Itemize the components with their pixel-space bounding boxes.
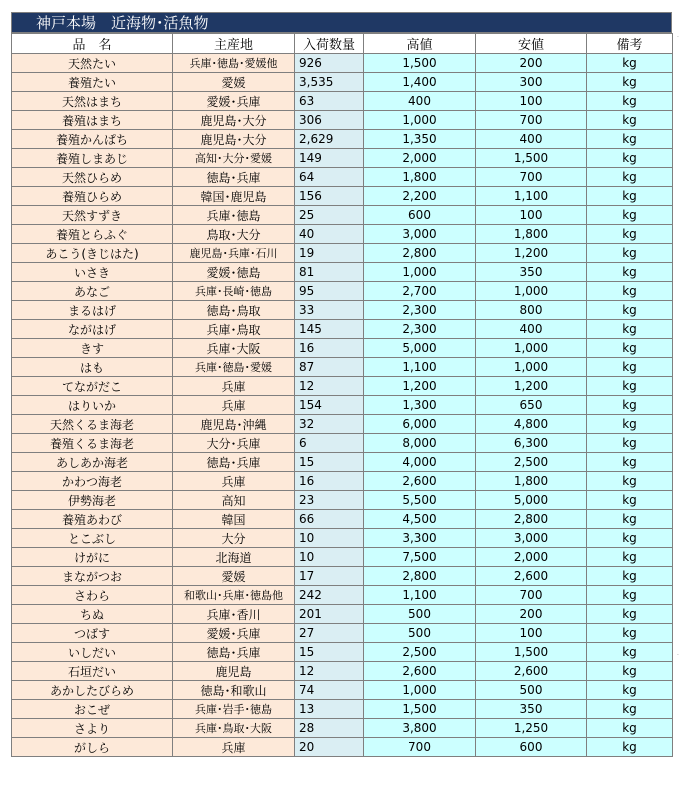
cell-note: kg bbox=[587, 187, 673, 206]
table-row bbox=[12, 738, 673, 757]
table-row bbox=[12, 206, 673, 225]
cell-note: kg bbox=[587, 700, 673, 719]
col-header-low-price: 安値 bbox=[476, 34, 587, 54]
cell-quantity: 64 bbox=[295, 168, 364, 187]
cell-origin: 愛媛･兵庫 bbox=[173, 92, 295, 111]
table-row bbox=[12, 320, 673, 339]
cell-name: あかしたびらめ bbox=[12, 681, 173, 700]
table-row bbox=[12, 453, 673, 472]
cell-high-price: 2,800 bbox=[364, 567, 476, 586]
cell-name: あこう(きじはた) bbox=[12, 244, 173, 263]
cell-note: kg bbox=[587, 244, 673, 263]
cell-quantity: 27 bbox=[295, 624, 364, 643]
table-row bbox=[12, 662, 673, 681]
cell-note: kg bbox=[587, 434, 673, 453]
table-row bbox=[12, 567, 673, 586]
cell-origin: 愛媛 bbox=[173, 567, 295, 586]
cell-quantity: 81 bbox=[295, 263, 364, 282]
cell-origin: 兵庫 bbox=[173, 738, 295, 757]
cell-note: kg bbox=[587, 548, 673, 567]
cell-low-price: 2,500 bbox=[476, 453, 587, 472]
cell-low-price: 2,600 bbox=[476, 567, 587, 586]
cell-low-price: 5,000 bbox=[476, 491, 587, 510]
cell-origin: 兵庫･鳥取･大阪 bbox=[173, 719, 295, 738]
cell-origin: 鹿児島･沖縄 bbox=[173, 415, 295, 434]
cell-high-price: 1,000 bbox=[364, 111, 476, 130]
cell-high-price: 500 bbox=[364, 624, 476, 643]
cell-quantity: 154 bbox=[295, 396, 364, 415]
cell-low-price: 100 bbox=[476, 624, 587, 643]
cell-low-price: 2,600 bbox=[476, 662, 587, 681]
col-header-name: 品 名 bbox=[12, 34, 173, 54]
table-row bbox=[12, 92, 673, 111]
cell-name: 天然くるま海老 bbox=[12, 415, 173, 434]
table-row bbox=[12, 700, 673, 719]
cell-quantity: 25 bbox=[295, 206, 364, 225]
cell-origin: 徳島･兵庫 bbox=[173, 453, 295, 472]
cell-origin: 北海道 bbox=[173, 548, 295, 567]
cell-note: kg bbox=[587, 491, 673, 510]
table-row bbox=[12, 491, 673, 510]
cell-low-price: 500 bbox=[476, 681, 587, 700]
cell-high-price: 8,000 bbox=[364, 434, 476, 453]
table-row bbox=[12, 510, 673, 529]
cell-high-price: 2,600 bbox=[364, 472, 476, 491]
cell-quantity: 28 bbox=[295, 719, 364, 738]
cell-name: さわら bbox=[12, 586, 173, 605]
cell-quantity: 6 bbox=[295, 434, 364, 453]
sheet-title: 神戸本場 近海物･活魚物 bbox=[11, 12, 672, 33]
cell-name: いさき bbox=[12, 263, 173, 282]
table-row bbox=[12, 54, 673, 73]
cell-name: いしだい bbox=[12, 643, 173, 662]
cell-name: まながつお bbox=[12, 567, 173, 586]
cell-origin: 兵庫･岩手･徳島 bbox=[173, 700, 295, 719]
cell-note: kg bbox=[587, 529, 673, 548]
cell-name: おこぜ bbox=[12, 700, 173, 719]
table-row bbox=[12, 624, 673, 643]
cell-origin: 鹿児島･大分 bbox=[173, 130, 295, 149]
cell-note: kg bbox=[587, 73, 673, 92]
cell-name: さより bbox=[12, 719, 173, 738]
table-row bbox=[12, 263, 673, 282]
cell-quantity: 16 bbox=[295, 339, 364, 358]
cell-quantity: 13 bbox=[295, 700, 364, 719]
cell-origin: 大分･兵庫 bbox=[173, 434, 295, 453]
cell-low-price: 1,500 bbox=[476, 643, 587, 662]
cell-name: はも bbox=[12, 358, 173, 377]
cell-quantity: 10 bbox=[295, 529, 364, 548]
edge-mark: · bbox=[677, 34, 679, 41]
cell-note: kg bbox=[587, 301, 673, 320]
cell-high-price: 1,200 bbox=[364, 377, 476, 396]
cell-high-price: 1,400 bbox=[364, 73, 476, 92]
cell-high-price: 2,500 bbox=[364, 643, 476, 662]
cell-quantity: 3,535 bbox=[295, 73, 364, 92]
cell-note: kg bbox=[587, 358, 673, 377]
cell-origin: 鹿児島･兵庫･石川 bbox=[173, 244, 295, 263]
cell-origin: 鹿児島･大分 bbox=[173, 111, 295, 130]
cell-note: kg bbox=[587, 263, 673, 282]
cell-quantity: 17 bbox=[295, 567, 364, 586]
cell-origin: 兵庫･大阪 bbox=[173, 339, 295, 358]
cell-low-price: 200 bbox=[476, 54, 587, 73]
cell-note: kg bbox=[587, 681, 673, 700]
cell-high-price: 1,000 bbox=[364, 263, 476, 282]
cell-name: 天然はまち bbox=[12, 92, 173, 111]
table-row bbox=[12, 301, 673, 320]
cell-origin: 兵庫･徳島 bbox=[173, 206, 295, 225]
cell-low-price: 700 bbox=[476, 168, 587, 187]
cell-note: kg bbox=[587, 54, 673, 73]
cell-origin: 兵庫･徳島･愛媛 bbox=[173, 358, 295, 377]
cell-note: kg bbox=[587, 624, 673, 643]
cell-name: はりいか bbox=[12, 396, 173, 415]
cell-quantity: 16 bbox=[295, 472, 364, 491]
cell-high-price: 1,100 bbox=[364, 358, 476, 377]
cell-high-price: 2,000 bbox=[364, 149, 476, 168]
cell-high-price: 3,800 bbox=[364, 719, 476, 738]
cell-note: kg bbox=[587, 377, 673, 396]
cell-name: 養殖ひらめ bbox=[12, 187, 173, 206]
cell-quantity: 926 bbox=[295, 54, 364, 73]
cell-low-price: 650 bbox=[476, 396, 587, 415]
cell-quantity: 40 bbox=[295, 225, 364, 244]
cell-quantity: 23 bbox=[295, 491, 364, 510]
table-row bbox=[12, 396, 673, 415]
cell-quantity: 74 bbox=[295, 681, 364, 700]
col-header-origin: 主産地 bbox=[173, 34, 295, 54]
cell-name: てながだこ bbox=[12, 377, 173, 396]
cell-low-price: 700 bbox=[476, 586, 587, 605]
cell-name: 養殖とらふぐ bbox=[12, 225, 173, 244]
price-sheet bbox=[11, 12, 672, 757]
cell-name: 養殖たい bbox=[12, 73, 173, 92]
cell-note: kg bbox=[587, 320, 673, 339]
cell-quantity: 242 bbox=[295, 586, 364, 605]
cell-name: 天然すずき bbox=[12, 206, 173, 225]
cell-quantity: 201 bbox=[295, 605, 364, 624]
table-body bbox=[12, 54, 673, 757]
cell-low-price: 1,100 bbox=[476, 187, 587, 206]
cell-high-price: 500 bbox=[364, 605, 476, 624]
table-row bbox=[12, 358, 673, 377]
cell-quantity: 306 bbox=[295, 111, 364, 130]
cell-low-price: 350 bbox=[476, 263, 587, 282]
table-row bbox=[12, 719, 673, 738]
cell-note: kg bbox=[587, 111, 673, 130]
cell-name: 養殖あわび bbox=[12, 510, 173, 529]
cell-name: つばす bbox=[12, 624, 173, 643]
cell-name: 伊勢海老 bbox=[12, 491, 173, 510]
cell-note: kg bbox=[587, 453, 673, 472]
cell-high-price: 1,100 bbox=[364, 586, 476, 605]
cell-note: kg bbox=[587, 130, 673, 149]
cell-quantity: 156 bbox=[295, 187, 364, 206]
cell-quantity: 15 bbox=[295, 643, 364, 662]
cell-name: きす bbox=[12, 339, 173, 358]
cell-quantity: 15 bbox=[295, 453, 364, 472]
table-row bbox=[12, 244, 673, 263]
cell-origin: 愛媛･徳島 bbox=[173, 263, 295, 282]
cell-quantity: 2,629 bbox=[295, 130, 364, 149]
cell-quantity: 87 bbox=[295, 358, 364, 377]
table-row bbox=[12, 605, 673, 624]
table-row bbox=[12, 225, 673, 244]
cell-low-price: 6,300 bbox=[476, 434, 587, 453]
cell-origin: 韓国 bbox=[173, 510, 295, 529]
cell-low-price: 400 bbox=[476, 320, 587, 339]
table-row bbox=[12, 643, 673, 662]
cell-origin: 徳島･兵庫 bbox=[173, 168, 295, 187]
cell-low-price: 100 bbox=[476, 206, 587, 225]
cell-name: 養殖くるま海老 bbox=[12, 434, 173, 453]
cell-origin: 兵庫 bbox=[173, 396, 295, 415]
table-row bbox=[12, 472, 673, 491]
cell-high-price: 2,200 bbox=[364, 187, 476, 206]
cell-origin: 和歌山･兵庫･徳島他 bbox=[173, 586, 295, 605]
cell-high-price: 2,800 bbox=[364, 244, 476, 263]
cell-high-price: 3,300 bbox=[364, 529, 476, 548]
table-row bbox=[12, 529, 673, 548]
table-row bbox=[12, 73, 673, 92]
cell-note: kg bbox=[587, 586, 673, 605]
cell-origin: 兵庫 bbox=[173, 377, 295, 396]
cell-high-price: 2,600 bbox=[364, 662, 476, 681]
cell-quantity: 32 bbox=[295, 415, 364, 434]
cell-quantity: 10 bbox=[295, 548, 364, 567]
cell-origin: 愛媛 bbox=[173, 73, 295, 92]
cell-origin: 韓国･鹿児島 bbox=[173, 187, 295, 206]
cell-low-price: 1,800 bbox=[476, 472, 587, 491]
cell-origin: 鳥取･大分 bbox=[173, 225, 295, 244]
cell-note: kg bbox=[587, 92, 673, 111]
cell-high-price: 2,700 bbox=[364, 282, 476, 301]
cell-note: kg bbox=[587, 719, 673, 738]
cell-quantity: 20 bbox=[295, 738, 364, 757]
cell-note: kg bbox=[587, 168, 673, 187]
cell-low-price: 300 bbox=[476, 73, 587, 92]
cell-origin: 兵庫 bbox=[173, 472, 295, 491]
cell-name: がしら bbox=[12, 738, 173, 757]
cell-low-price: 3,000 bbox=[476, 529, 587, 548]
cell-high-price: 4,500 bbox=[364, 510, 476, 529]
cell-low-price: 200 bbox=[476, 605, 587, 624]
cell-high-price: 600 bbox=[364, 206, 476, 225]
table-row bbox=[12, 586, 673, 605]
cell-high-price: 7,500 bbox=[364, 548, 476, 567]
table-row bbox=[12, 149, 673, 168]
cell-low-price: 800 bbox=[476, 301, 587, 320]
cell-low-price: 1,000 bbox=[476, 282, 587, 301]
cell-high-price: 6,000 bbox=[364, 415, 476, 434]
cell-high-price: 1,500 bbox=[364, 700, 476, 719]
cell-note: kg bbox=[587, 415, 673, 434]
cell-note: kg bbox=[587, 339, 673, 358]
cell-high-price: 5,500 bbox=[364, 491, 476, 510]
table-row bbox=[12, 111, 673, 130]
cell-name: あなご bbox=[12, 282, 173, 301]
header-row bbox=[12, 34, 673, 54]
cell-note: kg bbox=[587, 206, 673, 225]
cell-low-price: 1,000 bbox=[476, 339, 587, 358]
cell-low-price: 1,200 bbox=[476, 244, 587, 263]
cell-high-price: 4,000 bbox=[364, 453, 476, 472]
cell-low-price: 1,500 bbox=[476, 149, 587, 168]
cell-note: kg bbox=[587, 149, 673, 168]
table-row bbox=[12, 377, 673, 396]
cell-low-price: 1,800 bbox=[476, 225, 587, 244]
cell-note: kg bbox=[587, 472, 673, 491]
price-table bbox=[11, 33, 673, 757]
table-row bbox=[12, 187, 673, 206]
cell-origin: 鹿児島 bbox=[173, 662, 295, 681]
cell-low-price: 2,800 bbox=[476, 510, 587, 529]
cell-note: kg bbox=[587, 738, 673, 757]
cell-quantity: 149 bbox=[295, 149, 364, 168]
table-row bbox=[12, 282, 673, 301]
cell-quantity: 63 bbox=[295, 92, 364, 111]
cell-low-price: 600 bbox=[476, 738, 587, 757]
cell-name: 養殖かんぱち bbox=[12, 130, 173, 149]
cell-name: とこぶし bbox=[12, 529, 173, 548]
cell-low-price: 400 bbox=[476, 130, 587, 149]
cell-note: kg bbox=[587, 396, 673, 415]
table-row bbox=[12, 681, 673, 700]
table-row bbox=[12, 339, 673, 358]
cell-quantity: 12 bbox=[295, 662, 364, 681]
cell-high-price: 5,000 bbox=[364, 339, 476, 358]
cell-note: kg bbox=[587, 605, 673, 624]
cell-name: まるはげ bbox=[12, 301, 173, 320]
cell-name: あしあか海老 bbox=[12, 453, 173, 472]
table-row bbox=[12, 548, 673, 567]
cell-origin: 兵庫･長崎･徳島 bbox=[173, 282, 295, 301]
cell-note: kg bbox=[587, 643, 673, 662]
cell-high-price: 400 bbox=[364, 92, 476, 111]
cell-name: ながはげ bbox=[12, 320, 173, 339]
cell-low-price: 1,000 bbox=[476, 358, 587, 377]
cell-name: 石垣だい bbox=[12, 662, 173, 681]
cell-name: 養殖はまち bbox=[12, 111, 173, 130]
cell-high-price: 2,300 bbox=[364, 320, 476, 339]
cell-name: ちぬ bbox=[12, 605, 173, 624]
cell-quantity: 19 bbox=[295, 244, 364, 263]
cell-note: kg bbox=[587, 567, 673, 586]
col-header-note: 備考 bbox=[587, 34, 673, 54]
cell-high-price: 1,800 bbox=[364, 168, 476, 187]
cell-note: kg bbox=[587, 662, 673, 681]
cell-note: kg bbox=[587, 225, 673, 244]
cell-note: kg bbox=[587, 510, 673, 529]
cell-low-price: 1,250 bbox=[476, 719, 587, 738]
cell-high-price: 3,000 bbox=[364, 225, 476, 244]
table-row bbox=[12, 130, 673, 149]
cell-low-price: 350 bbox=[476, 700, 587, 719]
cell-low-price: 4,800 bbox=[476, 415, 587, 434]
table-row bbox=[12, 168, 673, 187]
cell-origin: 兵庫･徳島･愛媛他 bbox=[173, 54, 295, 73]
col-header-high-price: 高値 bbox=[364, 34, 476, 54]
cell-origin: 愛媛･兵庫 bbox=[173, 624, 295, 643]
cell-origin: 大分 bbox=[173, 529, 295, 548]
cell-name: けがに bbox=[12, 548, 173, 567]
cell-origin: 徳島･鳥取 bbox=[173, 301, 295, 320]
cell-quantity: 95 bbox=[295, 282, 364, 301]
cell-origin: 高知 bbox=[173, 491, 295, 510]
cell-quantity: 33 bbox=[295, 301, 364, 320]
cell-low-price: 100 bbox=[476, 92, 587, 111]
cell-low-price: 2,000 bbox=[476, 548, 587, 567]
cell-origin: 兵庫･鳥取 bbox=[173, 320, 295, 339]
cell-quantity: 66 bbox=[295, 510, 364, 529]
cell-origin: 徳島･兵庫 bbox=[173, 643, 295, 662]
cell-low-price: 700 bbox=[476, 111, 587, 130]
cell-name: 天然ひらめ bbox=[12, 168, 173, 187]
cell-name: 天然たい bbox=[12, 54, 173, 73]
cell-origin: 兵庫･香川 bbox=[173, 605, 295, 624]
cell-high-price: 1,000 bbox=[364, 681, 476, 700]
cell-origin: 徳島･和歌山 bbox=[173, 681, 295, 700]
col-header-quantity: 入荷数量 bbox=[295, 34, 364, 54]
table-row bbox=[12, 434, 673, 453]
cell-name: かわつ海老 bbox=[12, 472, 173, 491]
cell-low-price: 1,200 bbox=[476, 377, 587, 396]
table-row bbox=[12, 415, 673, 434]
cell-high-price: 2,300 bbox=[364, 301, 476, 320]
cell-high-price: 1,500 bbox=[364, 54, 476, 73]
cell-high-price: 1,350 bbox=[364, 130, 476, 149]
cell-high-price: 700 bbox=[364, 738, 476, 757]
cell-quantity: 145 bbox=[295, 320, 364, 339]
cell-origin: 高知･大分･愛媛 bbox=[173, 149, 295, 168]
cell-note: kg bbox=[587, 282, 673, 301]
cell-name: 養殖しまあじ bbox=[12, 149, 173, 168]
cell-quantity: 12 bbox=[295, 377, 364, 396]
cell-high-price: 1,300 bbox=[364, 396, 476, 415]
edge-mark: · bbox=[677, 652, 679, 659]
